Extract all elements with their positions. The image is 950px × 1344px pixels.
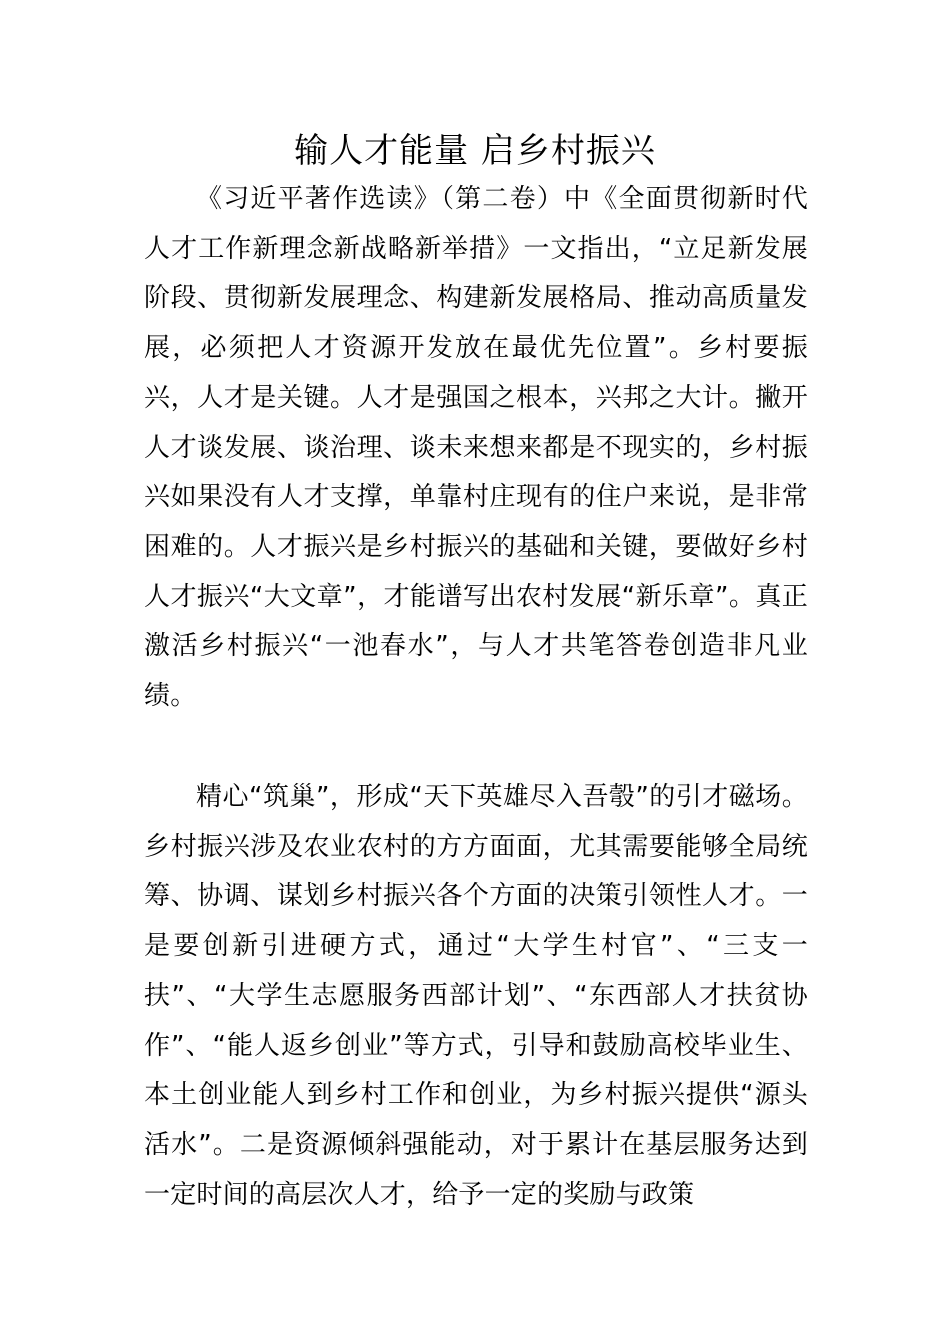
paragraph-intro: 《习近平著作选读》（第二卷）中《全面贯彻新时代人才工作新理念新战略新举措》一文指出，“立足新发展阶段、贯彻新发展理念、构建新发展格局、推动高质量发展，必须把人才资源开发放在最优先位置”。乡村要振兴，人才是关键。人才是强国之根本，兴邦之大计。撇开人才谈发展、谈治理、谈未来想来都是不现实的，乡村振兴如果没有人才支撑，单靠村庄现有的住户来说，是非常困难的。人才振兴是乡村振兴的基础和关键，要做好乡村人才振兴“大文章”，才能谱写出农村发展“新乐章”。真正激活乡村振兴“一池春水”，与人才共笔答卷创造非凡业绩。 (144, 184, 808, 712)
paragraph-attract-talent: 精心“筑巢”，形成“天下英雄尽入吾彀”的引才磁场。乡村振兴涉及农业农村的方方面面，尤其需要能够全局统筹、协调、谋划乡村振兴各个方面的决策引领性人才。一是要创新引进硬方式，通过“大学生村官”、“三支一扶”、“大学生志愿服务西部计划”、“东西部人才扶贫协作”、“能人返乡创业”等方式，引导和鼓励高校毕业生、本土创业能人到乡村工作和创业，为乡村振兴提供“源头活水”。二是资源倾斜强能动，对于累计在基层服务达到一定时间的高层次人才，给予一定的奖励与政策 (144, 782, 808, 1210)
document-title: 输人才能量 启乡村振兴 (294, 131, 656, 171)
